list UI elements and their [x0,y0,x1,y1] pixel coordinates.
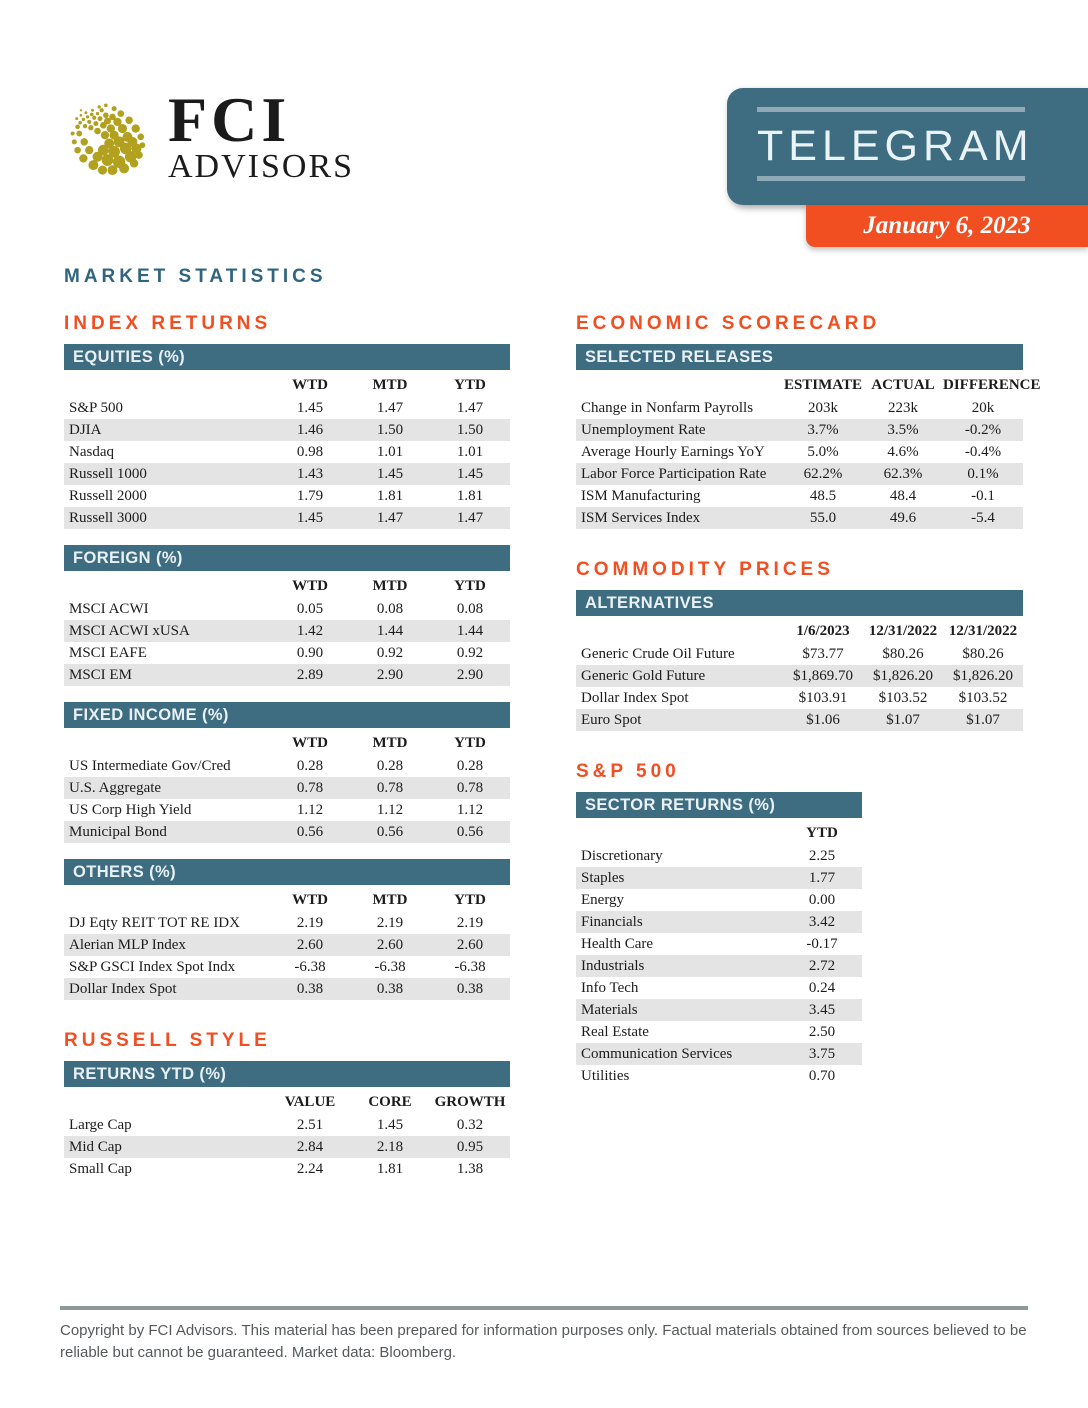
cell-value: 1.45 [296,399,324,416]
row-label: Communication Services [581,1045,733,1062]
equities-column-header-row [64,370,510,397]
table-row [64,912,510,934]
banner-rule-bottom [757,176,1025,181]
column-header: ESTIMATE [783,377,863,393]
cell-value: 48.4 [889,487,917,504]
cell-value: -0.2% [964,421,1002,438]
table-row [64,463,510,485]
table-row [64,397,510,419]
column-header: 1/6/2023 [796,623,850,639]
cell-value: 0.98 [296,443,324,460]
footer-divider [60,1306,1028,1310]
cell-value: $1.07 [886,711,920,728]
cell-value: 3.42 [808,913,836,930]
foreign-header-bar: FOREIGN (%) [64,545,510,571]
table-row [576,933,862,955]
cell-value: 1.12 [456,801,484,818]
cell-value: 1.38 [456,1160,484,1177]
table-row [576,665,1023,687]
cell-value: 55.0 [809,509,837,526]
cell-value: 0.56 [376,823,404,840]
brand-name-fci: FCI [168,84,291,155]
cell-value: 1.43 [296,465,324,482]
table-row [576,687,1023,709]
sector-returns-table [576,792,862,1087]
fixed-income-column-header-row [64,728,510,755]
cell-value: 1.45 [456,465,484,482]
row-label: Alerian MLP Index [69,936,186,953]
cell-value: 1.01 [456,443,484,460]
cell-value: 2.19 [456,914,484,931]
table-row [64,507,510,529]
alternatives-header-bar: ALTERNATIVES [576,590,1023,616]
row-label: MSCI ACWI xUSA [69,622,190,639]
brand-name [168,84,355,186]
row-label: Health Care [581,935,654,952]
table-row [64,598,510,620]
cell-value: 62.2% [803,465,843,482]
column-header: WTD [292,892,328,908]
row-label: Mid Cap [69,1138,122,1155]
table-row [64,934,510,956]
selected-releases-header-bar: SELECTED RELEASES [576,344,1023,370]
section-index-returns [64,313,510,1000]
cell-value: 3.75 [808,1045,836,1062]
cell-value: 2.25 [808,847,836,864]
cell-value: 0.28 [456,757,484,774]
table-row [64,485,510,507]
cell-value: 49.6 [889,509,917,526]
table-row [64,1158,510,1180]
row-label: MSCI ACWI [69,600,149,617]
table-row [576,999,862,1021]
alternatives-column-header-row [576,616,1023,643]
cell-value: -5.4 [971,509,995,526]
cell-value: $73.77 [802,645,844,662]
column-header: YTD [806,825,838,841]
table-row [64,441,510,463]
row-label: Small Cap [69,1160,132,1177]
column-header: MTD [372,735,408,751]
foreign-table [64,545,510,686]
selected-releases-table [576,344,1041,529]
row-label: Change in Nonfarm Payrolls [581,399,754,416]
table-row [64,956,510,978]
cell-value: 2.72 [808,957,836,974]
table-row [64,419,510,441]
row-label: Utilities [581,1067,630,1084]
russell-style-table [64,1061,510,1180]
cell-value: 0.56 [296,823,324,840]
column-header: 12/31/2022 [948,623,1018,639]
equities-table [64,344,510,529]
cell-value: $1.06 [806,711,840,728]
row-label: U.S. Aggregate [69,779,162,796]
cell-value: 2.24 [296,1160,324,1177]
cell-value: $103.91 [798,689,848,706]
telegram-banner [727,88,1088,205]
footer-disclaimer: Copyright by FCI Advisors. This material has been prepared for information purposes only. Factual materials obtained from sources believed to be reliable but cannot be guaranteed. Market data: Bloomberg. [60,1322,1027,1361]
column-header: VALUE [284,1094,336,1110]
row-label: Unemployment Rate [581,421,706,438]
cell-value: 1.45 [376,465,404,482]
table-row [576,441,1023,463]
cell-value: 1.47 [376,399,404,416]
cell-value: $103.52 [958,689,1008,706]
table-row [576,709,1023,731]
column-header: MTD [372,892,408,908]
cell-value: 3.5% [887,421,919,438]
cell-value: 2.19 [296,914,324,931]
column-header: WTD [292,735,328,751]
russell-style-column-header-row [64,1087,510,1114]
row-label: Generic Crude Oil Future [581,645,735,662]
cell-value: -6.38 [374,958,406,975]
table-row [64,978,510,1000]
cell-value: 2.60 [296,936,324,953]
cell-value: $80.26 [882,645,924,662]
table-row [576,911,862,933]
row-label: Staples [581,869,625,886]
cell-value: 2.90 [376,666,404,683]
cell-value: 0.05 [296,600,324,617]
table-row [64,1114,510,1136]
cell-value: $1,869.70 [793,667,853,684]
brand-name-advisors: ADVISORS [168,148,355,185]
cell-value: 1.81 [376,487,404,504]
brand-logo [56,84,355,190]
cell-value: 3.7% [807,421,839,438]
table-row [576,643,1023,665]
table-row [576,463,1023,485]
cell-value: 0.92 [456,644,484,661]
section-heading-commodity-prices: COMMODITY PRICES [576,559,834,580]
others-table [64,859,510,1000]
right-column [576,313,1041,1087]
cell-value: 20k [971,399,995,416]
cell-value: 0.78 [296,779,324,796]
column-header: WTD [292,377,328,393]
row-label: Municipal Bond [69,823,167,840]
table-row [576,1021,862,1043]
cell-value: 0.32 [456,1116,484,1133]
cell-value: -0.4% [964,443,1002,460]
issue-date: January 6, 2023 [863,212,1031,239]
row-label: MSCI EAFE [69,644,147,661]
equities-header-bar: EQUITIES (%) [64,344,510,370]
fixed-income-header-bar: FIXED INCOME (%) [64,702,510,728]
cell-value: 0.90 [296,644,324,661]
cell-value: 0.92 [376,644,404,661]
table-row [576,977,862,999]
fixed-income-table [64,702,510,843]
row-label: S&P GSCI Index Spot Indx [69,958,236,975]
column-header: YTD [454,377,486,393]
column-header: YTD [454,892,486,908]
cell-value: 0.95 [456,1138,484,1155]
page-title: MARKET STATISTICS [64,266,327,287]
cell-value: 1.42 [296,622,324,639]
selected-releases-column-header-row [576,370,1041,397]
table-row [576,1043,862,1065]
cell-value: 2.18 [376,1138,404,1155]
section-sp500 [576,761,1023,1087]
table-row [576,1065,862,1087]
row-label: Dollar Index Spot [581,689,689,706]
row-label: Large Cap [69,1116,132,1133]
cell-value: 2.60 [456,936,484,953]
cell-value: 1.46 [296,421,324,438]
column-header: YTD [454,735,486,751]
column-header: 12/31/2022 [868,623,938,639]
column-header: MTD [372,578,408,594]
cell-value: 1.79 [296,487,324,504]
cell-value: 223k [888,399,918,416]
cell-value: 1.47 [456,399,484,416]
row-label: Energy [581,891,625,908]
cell-value: 1.45 [296,509,324,526]
section-heading-russell-style: RUSSELL STYLE [64,1030,271,1051]
cell-value: 1.47 [376,509,404,526]
section-economic-scorecard [576,313,1041,529]
table-row [64,664,510,686]
cell-value: 3.45 [808,1001,836,1018]
row-label: Discretionary [581,847,663,864]
section-heading-sp500: S&P 500 [576,761,680,782]
cell-value: 0.70 [808,1067,836,1084]
row-label: Russell 2000 [69,487,147,504]
row-label: Materials [581,1001,638,1018]
alternatives-table [576,590,1023,731]
row-label: ISM Manufacturing [581,487,701,504]
others-column-header-row [64,885,510,912]
column-header: WTD [292,578,328,594]
cell-value: 0.24 [808,979,836,996]
russell-style-header-bar: RETURNS YTD (%) [64,1061,510,1087]
column-header: CORE [368,1094,412,1110]
cell-value: 2.51 [296,1116,324,1133]
cell-value: 4.6% [887,443,919,460]
cell-value: 1.01 [376,443,404,460]
cell-value: 5.0% [807,443,839,460]
row-label: ISM Services Index [581,509,701,526]
cell-value: 1.50 [456,421,484,438]
table-row [64,821,510,843]
cell-value: 1.77 [808,869,836,886]
cell-value: 0.78 [376,779,404,796]
row-label: Generic Gold Future [581,667,706,684]
cell-value: 2.84 [296,1138,324,1155]
row-label: Info Tech [581,979,639,996]
others-header-bar: OTHERS (%) [64,859,510,885]
cell-value: 203k [808,399,838,416]
column-header: YTD [454,578,486,594]
cell-value: 1.12 [296,801,324,818]
cell-value: -0.1 [971,487,995,504]
row-label: MSCI EM [69,666,132,683]
row-label: Russell 3000 [69,509,147,526]
cell-value: 1.12 [376,801,404,818]
table-row [576,867,862,889]
cell-value: 1.45 [376,1116,404,1133]
row-label: US Intermediate Gov/Cred [69,757,231,774]
cell-value: 0.28 [376,757,404,774]
table-row [576,485,1023,507]
table-row [576,507,1023,529]
row-label: Nasdaq [69,443,114,460]
cell-value: 48.5 [809,487,837,504]
row-label: US Corp High Yield [69,801,192,818]
sector-returns-header-bar: SECTOR RETURNS (%) [576,792,862,818]
cell-value: -0.17 [806,935,838,952]
cell-value: 1.81 [456,487,484,504]
cell-value: 0.28 [296,757,324,774]
cell-value: 0.08 [376,600,404,617]
sector-returns-column-header-row [576,818,862,845]
cell-value: 0.00 [808,891,836,908]
section-commodity-prices [576,559,1023,731]
row-label: Average Hourly Earnings YoY [581,443,765,460]
table-row [64,620,510,642]
row-label: DJIA [69,421,102,438]
cell-value: 2.60 [376,936,404,953]
cell-value: $1.07 [966,711,1000,728]
cell-value: 2.89 [296,666,324,683]
cell-value: 0.38 [456,980,484,997]
table-row [64,642,510,664]
table-row [576,889,862,911]
table-row [576,419,1023,441]
banner-title: TELEGRAM [757,122,1034,170]
column-header: GROWTH [434,1094,506,1110]
row-label: DJ Eqty REIT TOT RE IDX [69,914,240,931]
table-row [576,955,862,977]
cell-value: $1,826.20 [953,667,1013,684]
banner-rule-top [757,107,1025,112]
cell-value: 1.50 [376,421,404,438]
cell-value: -6.38 [454,958,486,975]
cell-value: $80.26 [962,645,1004,662]
table-row [576,397,1023,419]
date-banner [806,205,1088,247]
cell-value: 0.38 [376,980,404,997]
table-row [576,845,862,867]
column-header: DIFFERENCE [943,377,1041,393]
row-label: Euro Spot [581,711,642,728]
cell-value: 0.1% [967,465,999,482]
cell-value: 2.90 [456,666,484,683]
row-label: Industrials [581,957,645,974]
section-heading-index-returns: INDEX RETURNS [64,313,272,334]
cell-value: 62.3% [883,465,923,482]
cell-value: 1.81 [376,1160,404,1177]
cell-value: 2.19 [376,914,404,931]
foreign-column-header-row [64,571,510,598]
row-label: Dollar Index Spot [69,980,177,997]
left-column [64,313,510,1180]
section-heading-economic-scorecard: ECONOMIC SCORECARD [576,313,881,334]
table-row [64,799,510,821]
fci-globe-icon [56,92,154,190]
cell-value: 0.38 [296,980,324,997]
cell-value: 0.56 [456,823,484,840]
row-label: S&P 500 [69,399,124,416]
row-label: Russell 1000 [69,465,147,482]
cell-value: 1.44 [376,622,404,639]
cell-value: -6.38 [294,958,326,975]
row-label: Real Estate [581,1023,649,1040]
table-row [64,755,510,777]
row-label: Labor Force Participation Rate [581,465,767,482]
cell-value: $103.52 [878,689,928,706]
table-row [64,1136,510,1158]
table-row [64,777,510,799]
cell-value: 1.47 [456,509,484,526]
cell-value: 1.44 [456,622,484,639]
cell-value: 0.78 [456,779,484,796]
cell-value: 2.50 [808,1023,836,1040]
cell-value: 0.08 [456,600,484,617]
column-header: MTD [372,377,408,393]
row-label: Financials [581,913,643,930]
cell-value: $1,826.20 [873,667,933,684]
column-header: ACTUAL [871,377,935,393]
section-russell-style [64,1030,510,1180]
